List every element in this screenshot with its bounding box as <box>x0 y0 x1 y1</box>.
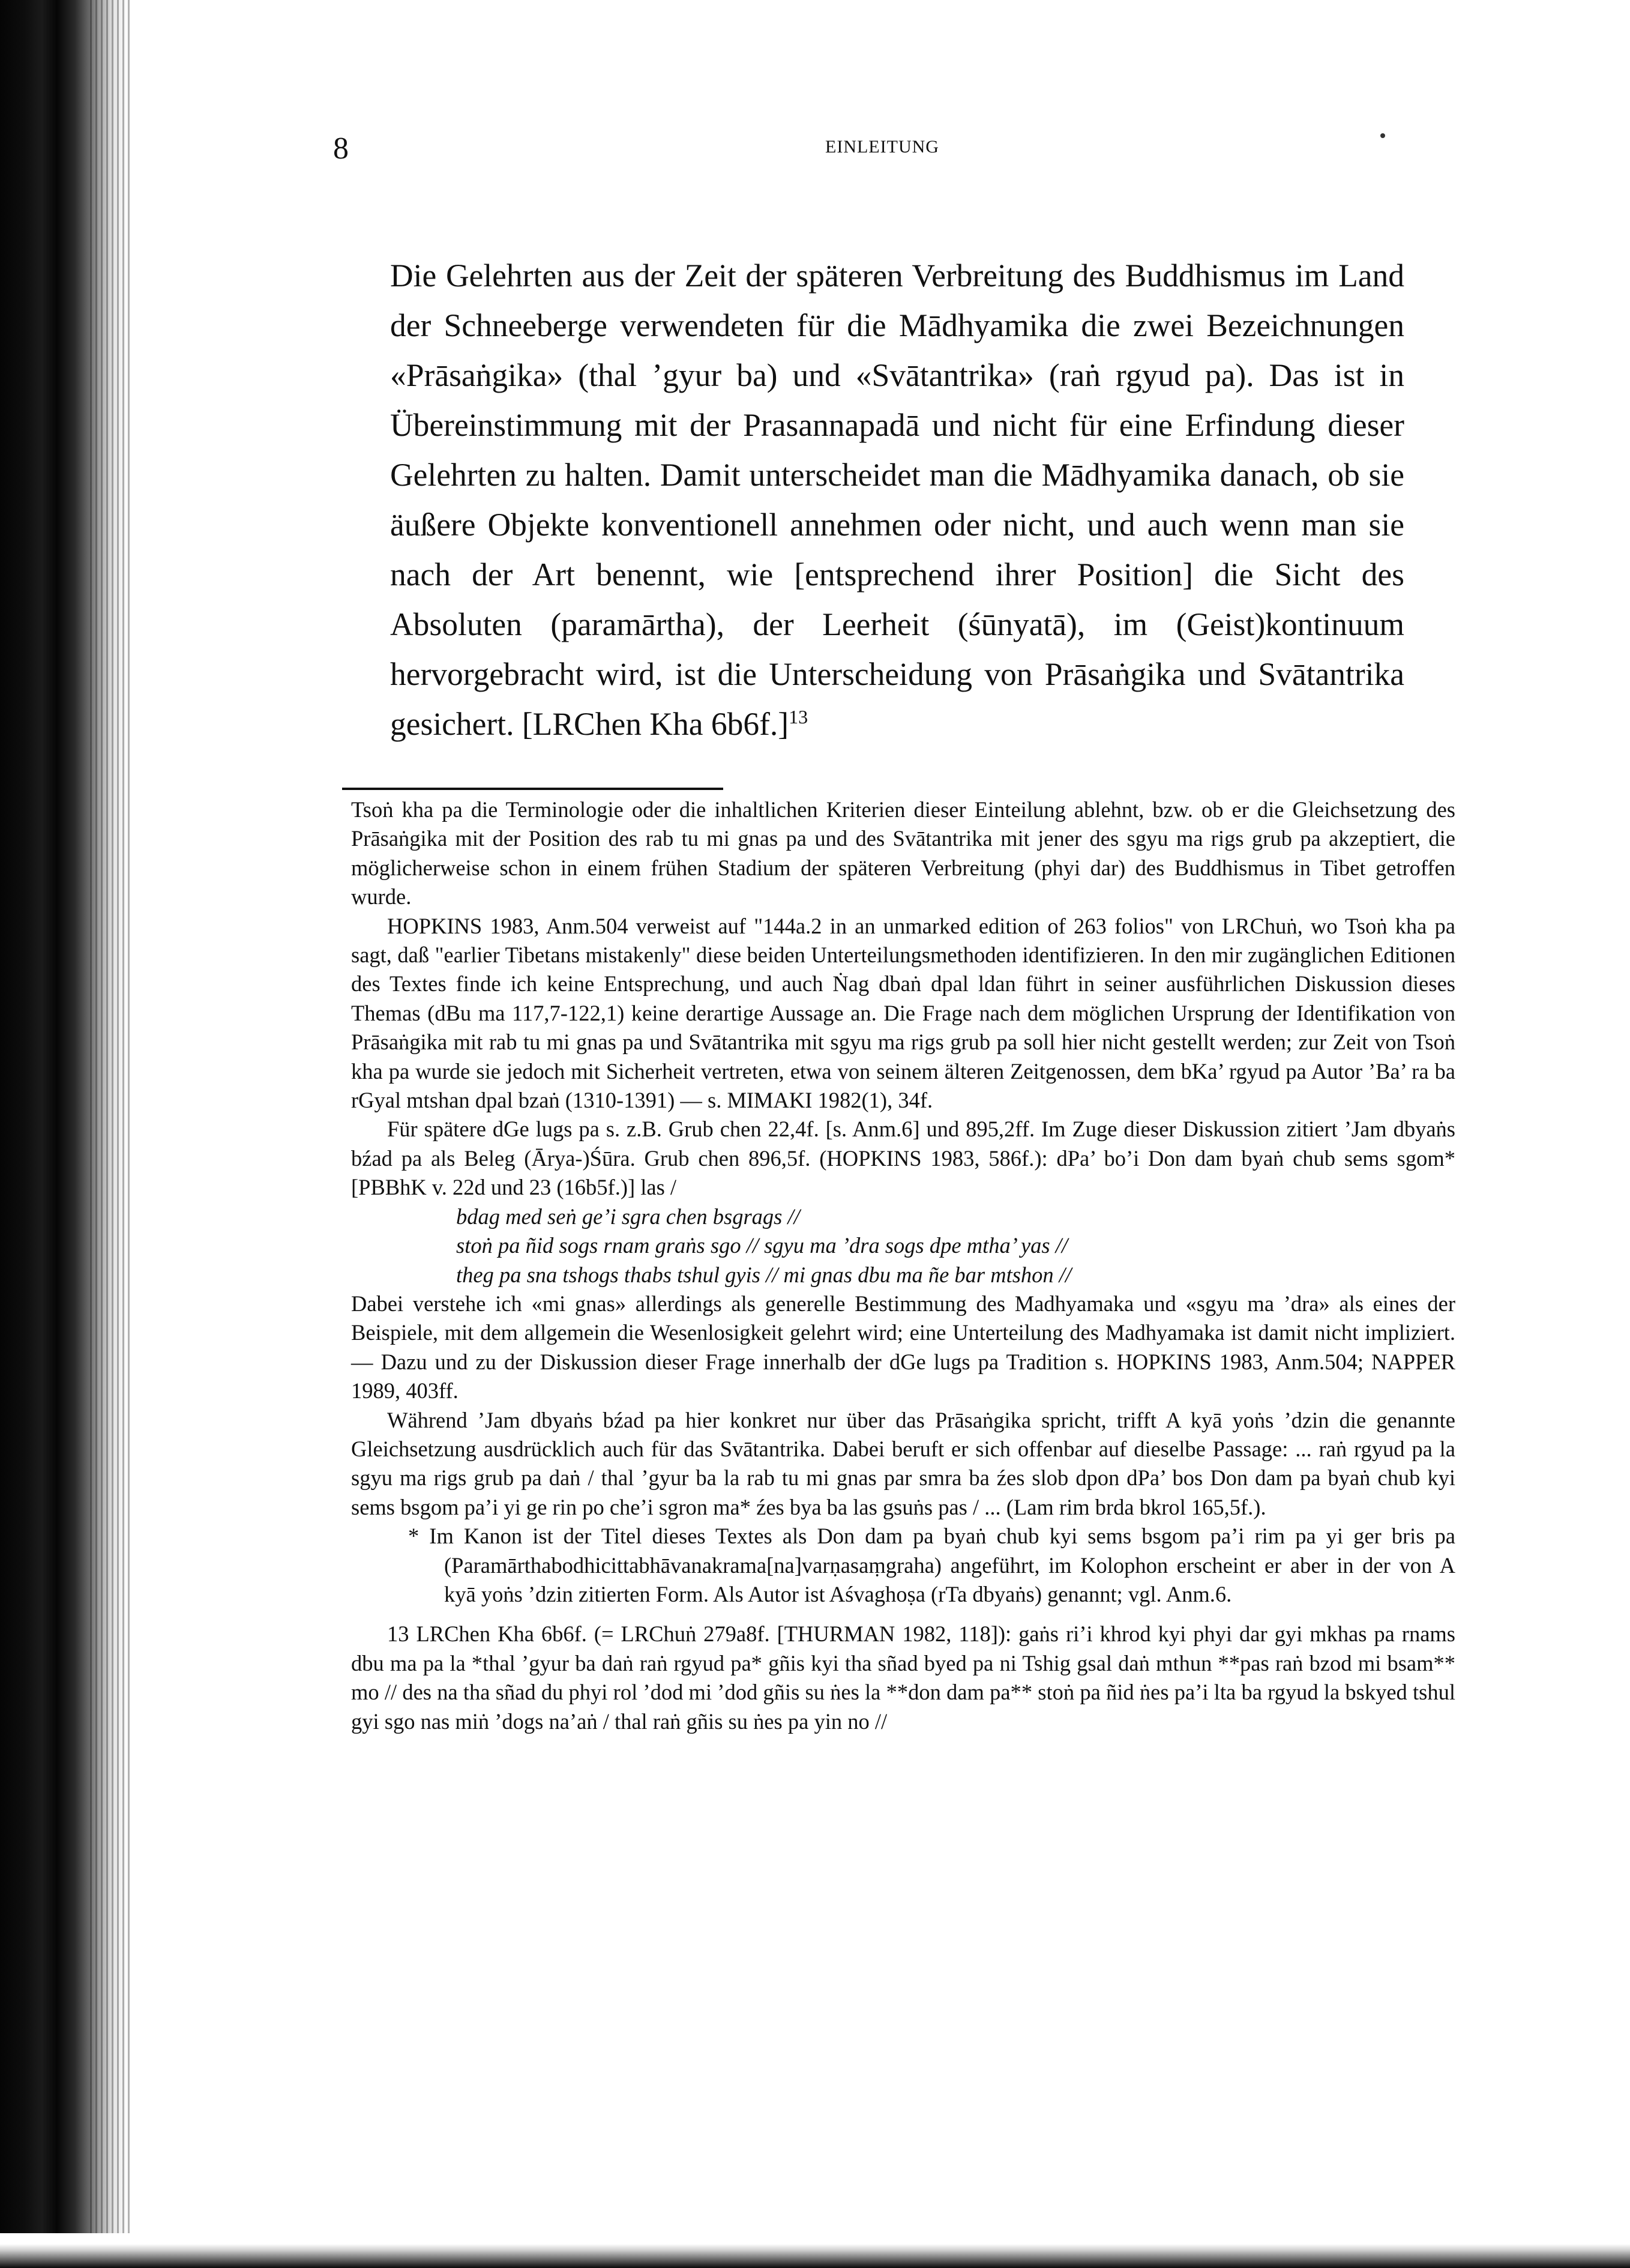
verse-line-1: bdag med seṅ ge’i sgra chen bsgrags // <box>456 1204 800 1229</box>
footnote-asterisk-note: * Im Kanon ist der Titel dieses Textes als Don dam pa byaṅ chub kyi sems bsgom pa’i rim pa yi ger bris pa (Paramārthabodhicittabhāvanakrama[na]varṇasaṃgraha) angeführt, im Kolophon erscheint er aber in der von A kyā yoṅs ’dzin zitierten Form. Als Autor ist Aśvaghoṣa (rTa dbyaṅs) genannt; vgl. Anm.6. <box>408 1524 1455 1606</box>
verse-line-3: theg pa sna tshogs thabs tshul gyis // mi gnas dbu ma ñe bar mtshon // <box>456 1262 1072 1287</box>
bottom-edge-shadow <box>0 2233 1630 2268</box>
page-number: 8 <box>333 131 349 166</box>
footnote-aky-yons-dzin: Während ’Jam dbyaṅs bźad pa hier konkret nur über das Prāsaṅgika spricht, trifft A kyā yoṅs ’dzin die genannte Gleichsetzung ausdrücklich auch für das Svātantrika. Dabei beruft er sich offenbar auf dieselbe Passage: ... raṅ rgyud pa la sgyu ma rigs grub pa daṅ / thal ’gyur ba la rab tu mi gnas par smra ba źes slob dpon dPa’ bos Don dam pa byaṅ chub kyi sems bsgom pa’i yi ge rin po che’i sgron ma* źes bya ba las gsuṅs pas / ... (Lam rim brda bkrol 165,5f.). <box>351 1407 1455 1519</box>
speck-mark <box>1380 133 1385 138</box>
footnote-later-dge-lugs: Für spätere dGe lugs pa s. z.B. Grub chen 22,4f. [s. Anm.6] und 895,2ff. Im Zuge dieser Diskussion zitiert ’Jam dbyaṅs bźad pa als Beleg (Ārya-)Śūra. Grub chen 896,5f. (HOPKINS 1983, 586f.): dPa’ bo’i Don dam byaṅ chub sems sgom* [PBBhK v. 22d und 23 (16b5f.)] las / <box>351 1117 1455 1200</box>
footnote-continuation: Tsoṅ kha pa die Terminologie oder die inhaltlichen Kriterien dieser Einteilung ablehnt, bzw. ob er die Gleichsetzung des Prāsaṅgika mit der Position des rab tu mi gnas pa und des Svātantrika mit jener des sgyu ma rigs grub pa akzeptiert, die möglicherweise schon in einem frühen Stadium der späteren Verbreitung (phyi dar) des Buddhismus in Tibet getroffen wurde. <box>351 797 1455 909</box>
footnote-interpretation: Dabei verstehe ich «mi gnas» allerdings als generelle Bestimmung des Madhyamaka und «sgyu ma ’dra» als eines der Beispiele, mit dem allgemein die Wesenlosigkeit gelehrt wird; eine Unterteilung des Madhyamaka ist damit nicht impliziert. — Dazu und zu der Diskussion dieser Frage innerhalb der dGe lugs pa Tradition s. HOPKINS 1983, Anm.504; NAPPER 1989, 403ff. <box>351 1291 1455 1404</box>
book-page-edges <box>90 0 132 2268</box>
running-title: EINLEITUNG <box>825 137 939 157</box>
footnote-hopkins: HOPKINS 1983, Anm.504 verweist auf "144a.2 in an unmarked edition of 263 folios" von LRChuṅ, wo Tsoṅ kha pa sagt, daß "earlier Tibetans mistakenly" diese beiden Unterteilungsmethoden identifizieren. In den mir zugänglichen Editionen des Textes finde ich keine Entsprechung, und auch Ṅag dbaṅ dpal ldan führt in seiner ausführlichen Diskussion dieses Themas (dBu ma 117,7-122,1) keine derartige Aussage an. Die Frage nach dem möglichen Ursprung der Identifikation von Prāsaṅgika mit rab tu mi gnas pa und Svātantrika mit sgyu ma rigs grub pa soll hier nicht gestellt werden; zur Zeit von Tsoṅ kha pa wurde sie jedoch mit Sicherheit vertreten, etwa von seinem älteren Zeitgenossen, dem bKa’ rgyud pa Autor ’Ba’ ra ba rGyal mtshan dpal bzaṅ (1310-1391) — s. MIMAKI 1982(1), 34f. <box>351 913 1455 1113</box>
footnote-ref-13[interactable]: 13 <box>789 706 808 728</box>
main-text-block <box>390 251 1404 749</box>
footnotes-block <box>351 795 1455 1736</box>
footnote-separator <box>342 788 723 790</box>
verse-line-2: stoṅ pa ñid sogs rnam graṅs sgo // sgyu ma ’dra sogs dpe mtha’ yas // <box>456 1233 1068 1258</box>
main-paragraph-text: Die Gelehrten aus der Zeit der späteren Verbreitung des Buddhismus im Land der Schneeberge verwendeten für die Mādhyamika die zwei Bezeichnungen «Prāsaṅgika» (thal ’gyur ba) und «Svātantrika» (raṅ rgyud pa). Das ist in Übereinstimmung mit der Prasannapadā und nicht für eine Erfindung dieser Gelehrten zu halten. Damit unterscheidet man die Mādhyamika danach, ob sie äußere Objekte konventionell annehmen oder nicht, und auch wenn man sie nach der Art benennt, wie [entsprechend ihrer Position] die Sicht des Absoluten (paramārtha), der Leerheit (śūnyatā), im (Geist)kontinuum hervorgebracht wird, ist die Unterscheidung von Prāsaṅgika und Svātantrika gesichert. [LRChen Kha 6b6f.] <box>390 258 1404 742</box>
footnote-13: 13 LRChen Kha 6b6f. (= LRChuṅ 279a8f. [THURMAN 1982, 118]): gaṅs ri’i khrod kyi phyi dar gyi mkhas pa rnams dbu ma pa la *thal ’gyur ba daṅ raṅ rgyud pa* gñis kyi tha sñad byed pa ni Tshig gsal daṅ mthun **pas raṅ bzod mi bsam** mo // des na tha sñad du phyi rol ’dod mi ’dod gñis su ṅes la **don dam pa** stoṅ pa ñid ṅes pa’i lta ba rgyud la bskyed tshul gyi sgo nas miṅ ’dogs na’aṅ / thal raṅ gñis su ṅes pa yin no // <box>351 1621 1455 1734</box>
main-paragraph <box>390 251 1404 749</box>
